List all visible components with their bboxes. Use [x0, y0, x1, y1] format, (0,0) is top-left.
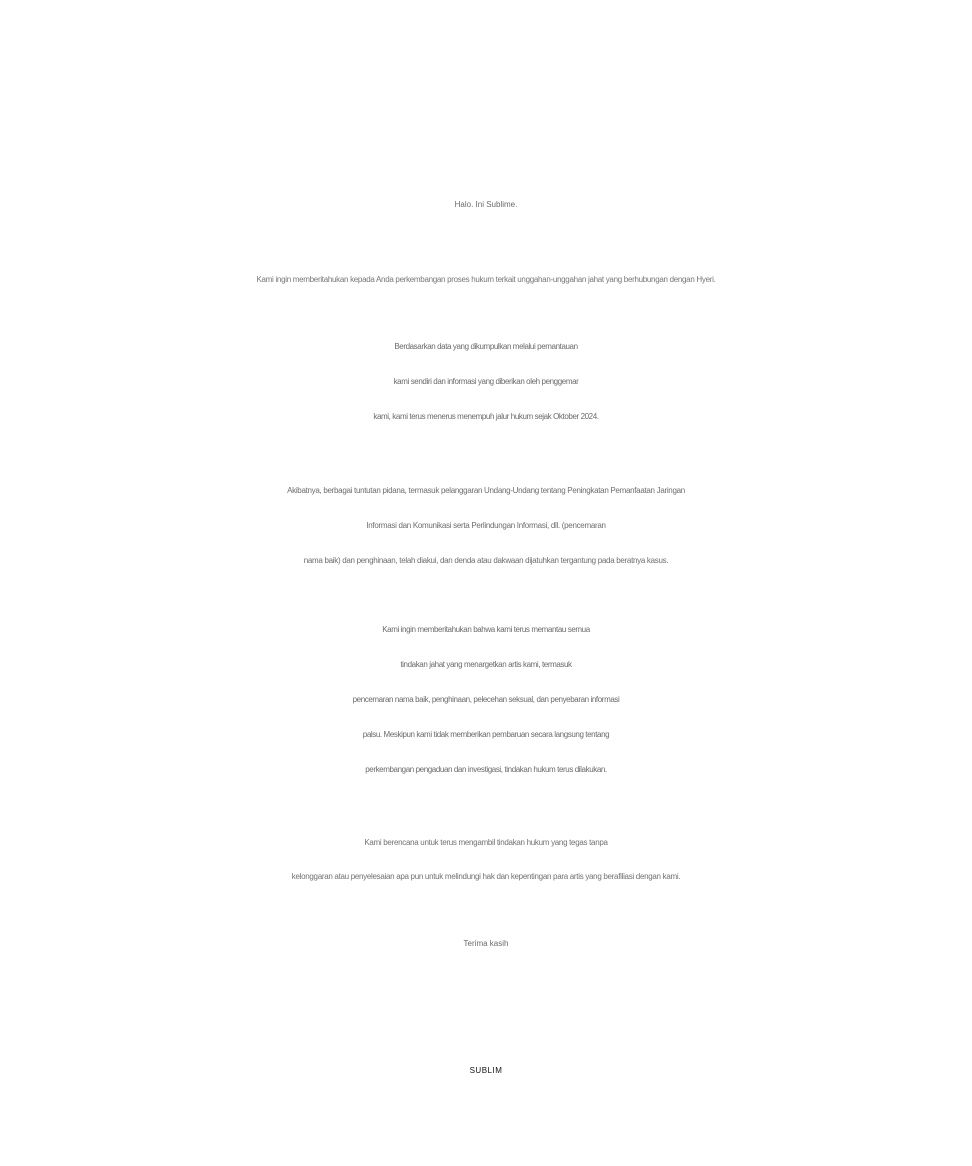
paragraph-line: pencemaran nama baik, penghinaan, pelecehan seksual, dan penyebaran informasi	[352, 695, 620, 704]
paragraph-line: Berdasarkan data yang dikumpulkan melalui pemantauan	[394, 342, 578, 351]
signature-label: SUBLIM	[469, 1066, 503, 1075]
paragraph-line: palsu. Meskipun kami tidak memberikan pembaruan secara langsung tentang	[362, 730, 610, 739]
intro-text: Kami ingin memberitahukan kepada Anda perkembangan proses hukum terkait unggahan-unggahan jahat yang berhubungan dengan Hyeri.	[256, 275, 716, 284]
paragraph-line: Akibatnya, berbagai tuntutan pidana, termasuk pelanggaran Undang-Undang tentang Peningkatan Pemanfaatan Jaringan	[287, 486, 685, 495]
paragraph-line: perkembangan pengaduan dan investigasi, tindakan hukum terus dilakukan.	[365, 765, 607, 774]
paragraph-line: Kami berencana untuk terus mengambil tindakan hukum yang tegas tanpa	[364, 838, 608, 847]
paragraph-line: kami, kami terus menerus menempuh jalur hukum sejak Oktober 2024.	[373, 412, 599, 421]
paragraph-line: kami sendiri dan informasi yang diberikan oleh penggemar	[393, 377, 579, 386]
closing-text: Terima kasih	[463, 939, 509, 948]
paragraph-line: Informasi dan Komunikasi serta Perlindungan Informasi, dll. (pencemaran	[366, 521, 606, 530]
paragraph-line: nama baik) dan penghinaan, telah diakui, dan denda atau dakwaan dijatuhkan tergantung pada beratnya kasus.	[303, 556, 669, 565]
paragraph-line: tindakan jahat yang menargetkan artis kami, termasuk	[400, 660, 572, 669]
greeting-heading: Halo. Ini Sublime.	[454, 200, 518, 209]
paragraph-line: kelonggaran atau penyelesaian apa pun untuk melindungi hak dan kepentingan para artis yang berafiliasi dengan kami.	[291, 872, 681, 881]
paragraph-line: Kami ingin memberitahukan bahwa kami terus memantau semua	[382, 625, 590, 634]
